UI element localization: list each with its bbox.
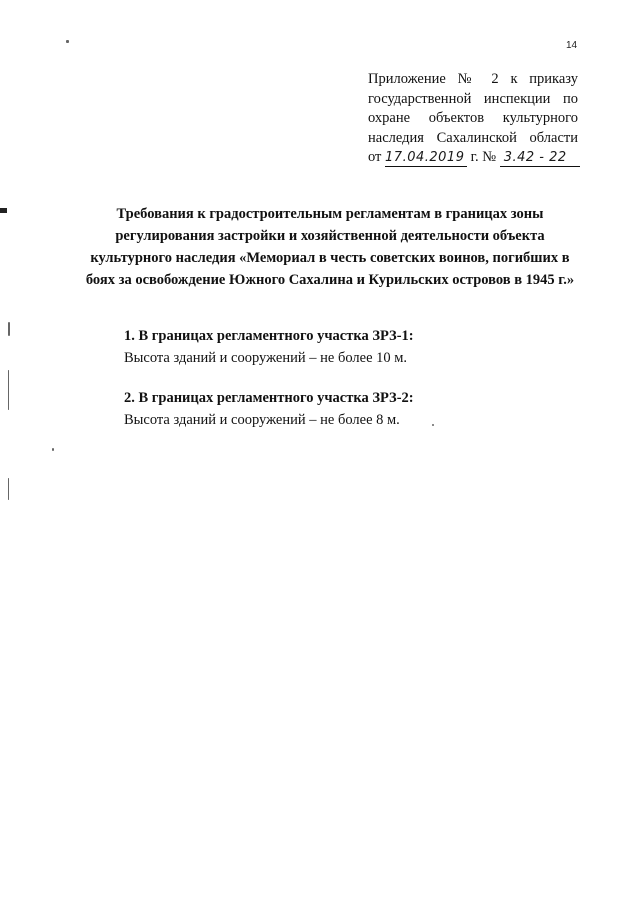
scan-speck [8, 322, 10, 336]
scan-speck [66, 40, 69, 43]
section-zrz-1 [124, 325, 584, 369]
section-zrz-2 [124, 387, 584, 431]
page-number: 14 [566, 40, 578, 51]
section-heading: 2. В границах регламентного участка ЗРЗ-2: [124, 390, 414, 406]
section-heading: 1. В границах регламентного участка ЗРЗ-1: [124, 328, 414, 344]
scan-speck [52, 448, 54, 451]
scan-speck [8, 370, 9, 410]
document-title: Требования к градостроительным регламентам в границах зоны регулирования застройки и хозяйственной деятельности объекта культурного наследия «Мемориал в честь советских воинов, погибших в боях за освобождение Южного Сахалина и Курильских островов в 1945 г.» [85, 206, 575, 288]
scan-speck [8, 478, 9, 500]
section-text: Высота зданий и сооружений – не более 8 м. [124, 412, 400, 428]
section-text: Высота зданий и сооружений – не более 10 м. [124, 350, 408, 366]
appendix-reference [368, 70, 578, 168]
handwritten-date: 17.04.2019 [385, 150, 467, 167]
appendix-line: охране объектов культурного [368, 110, 578, 126]
appendix-line: наследия Сахалинской области [368, 129, 578, 146]
appendix-line: государственной инспекции по [368, 90, 578, 107]
appendix-date-line [368, 148, 578, 168]
date-prefix: от [368, 149, 382, 165]
appendix-line: Приложение № 2 к приказу [368, 71, 578, 87]
handwritten-order-number: 3.42 - 22 [500, 150, 580, 167]
year-suffix: г. № [470, 149, 497, 165]
scan-margin-mark [0, 208, 7, 213]
